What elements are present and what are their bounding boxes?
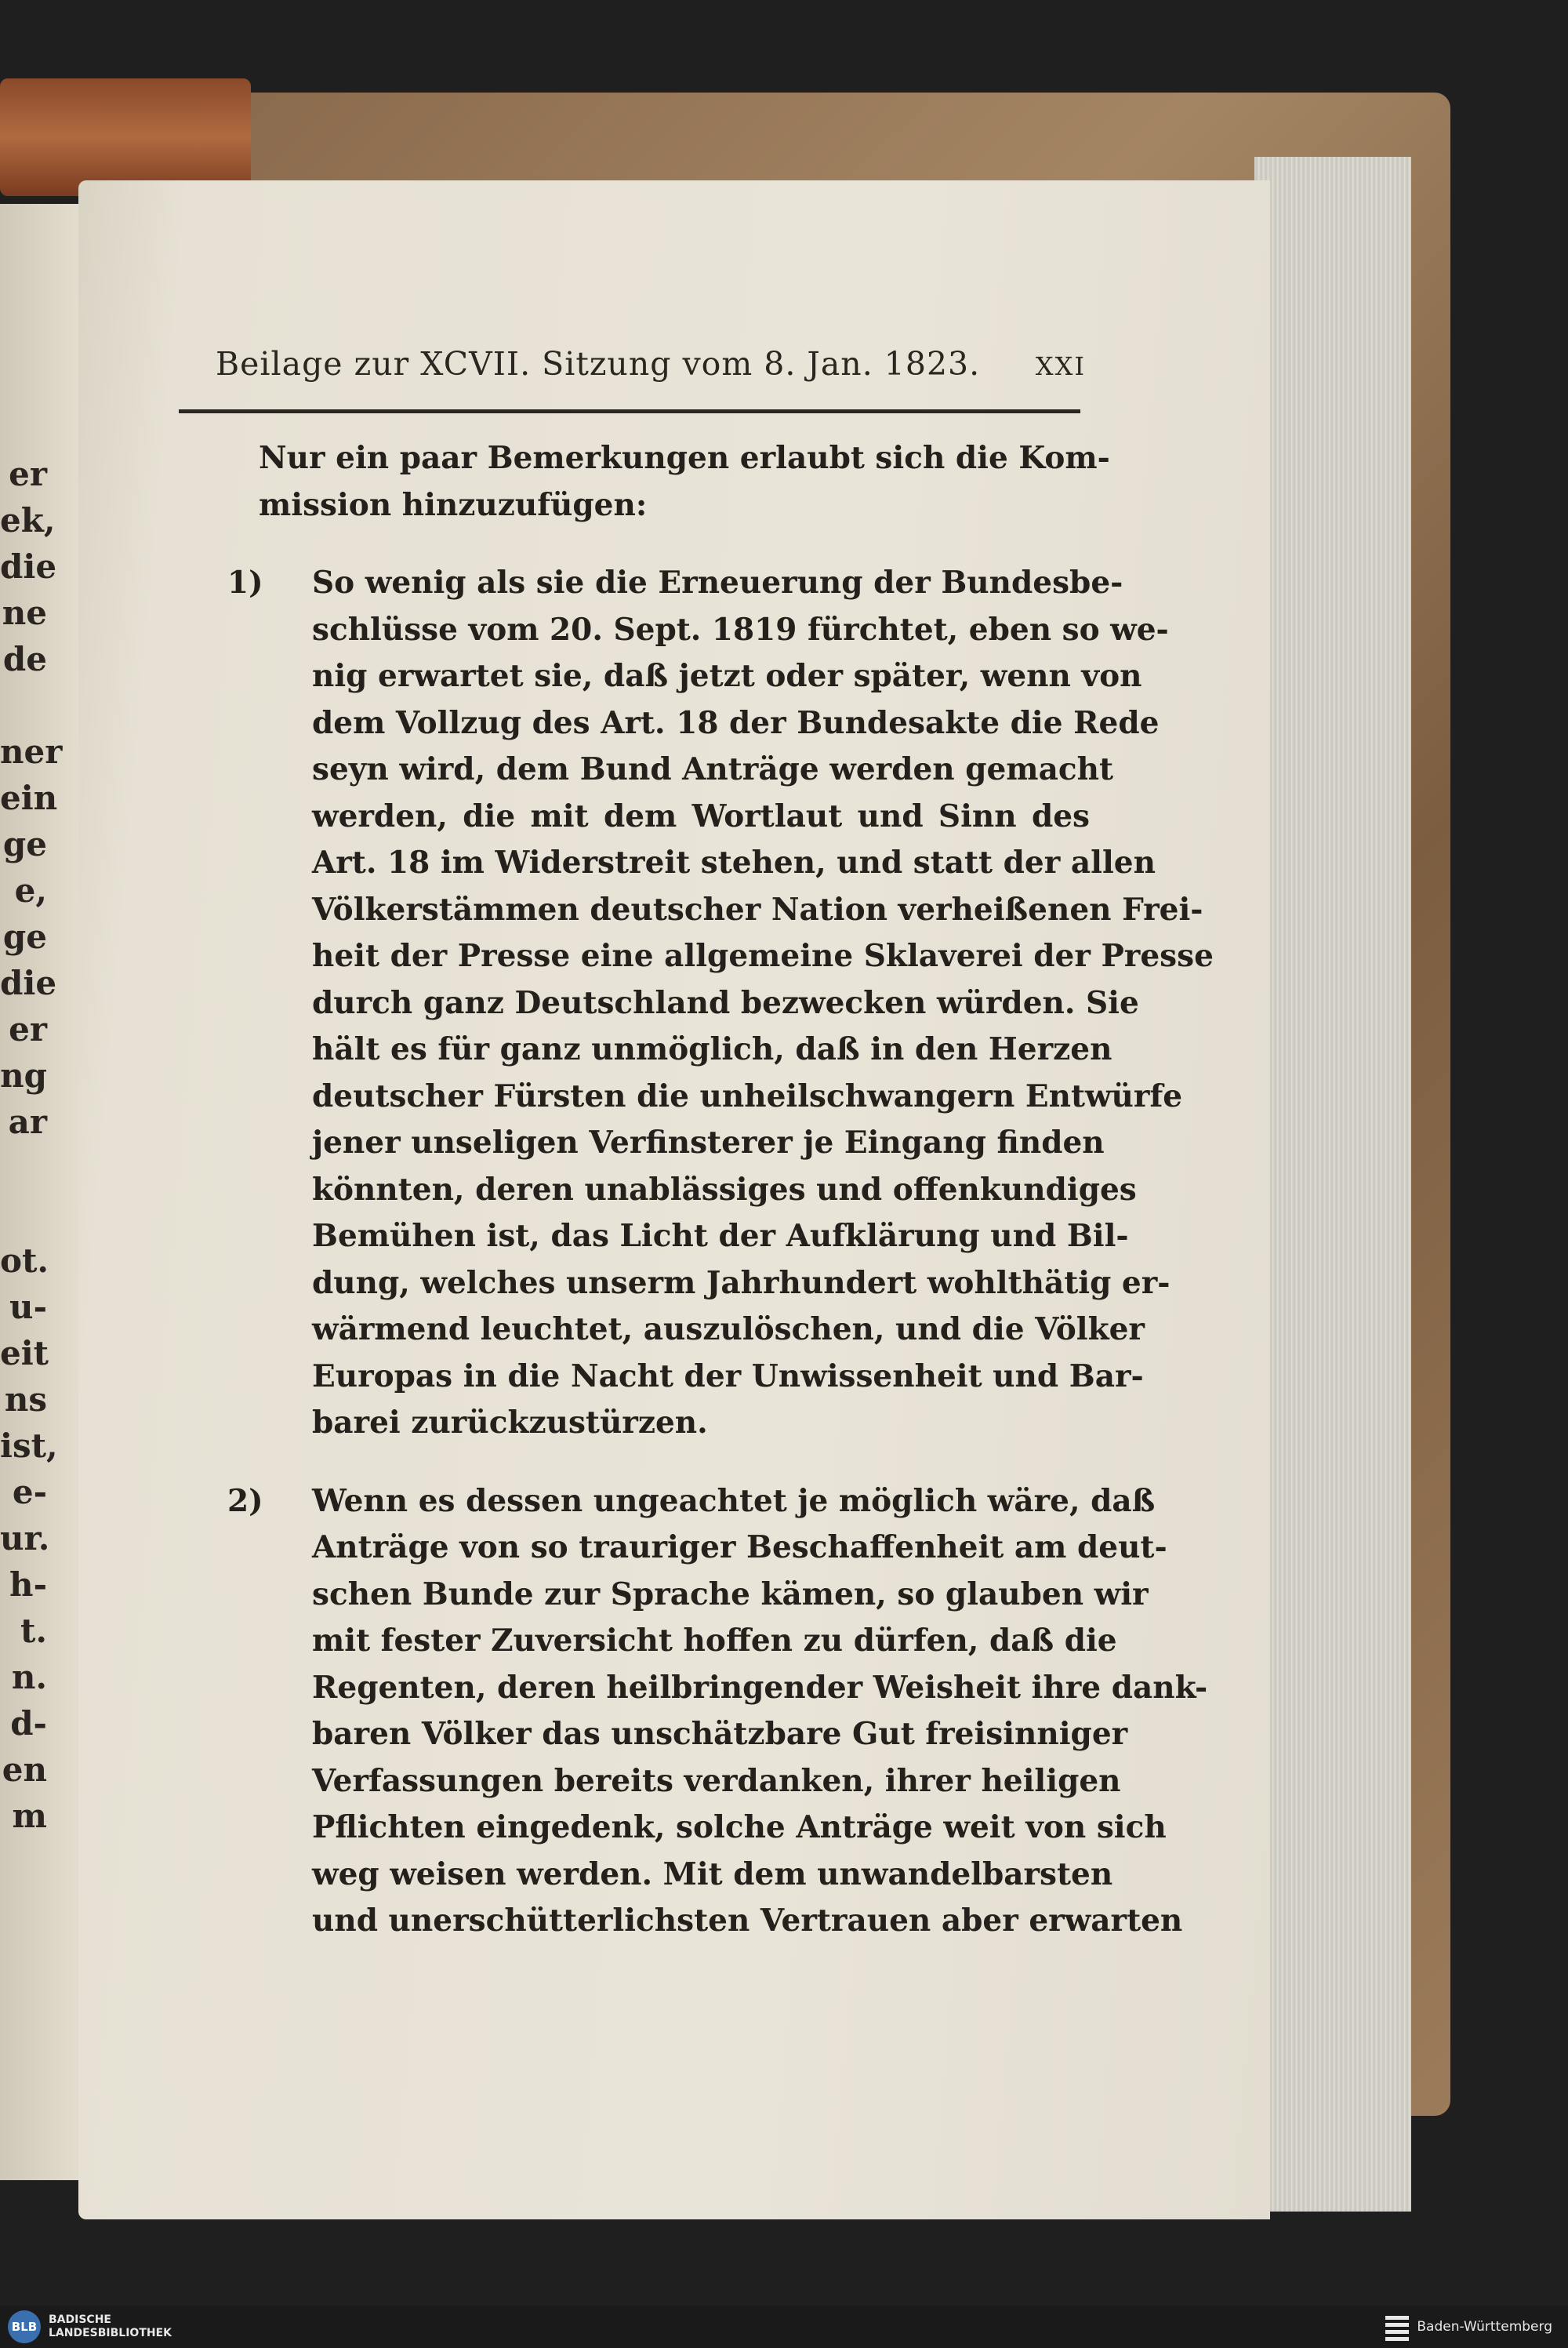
- bw-name: Baden-Württemberg: [1417, 2319, 1552, 2335]
- text-line: Wenn es dessen ungeachtet je möglich wäre, daß: [312, 1482, 1156, 1519]
- header-title: Beilage zur XCVII. Sitzung vom 8. Jan. 1823.: [216, 345, 981, 383]
- text-line: hält es für ganz unmöglich, daß in den Herzen: [312, 1031, 1112, 1067]
- left-fragment: t.: [20, 1612, 47, 1650]
- item-2: [227, 1478, 1208, 1945]
- text-line: durch ganz Deutschland bezwecken würden. Sie: [312, 984, 1139, 1021]
- page-body: [227, 435, 1214, 1945]
- left-fragment: ng: [0, 1056, 47, 1095]
- blb-name: [49, 2313, 172, 2340]
- left-fragment: eit: [0, 1334, 49, 1372]
- left-fragment: e-: [12, 1473, 47, 1511]
- text-line: Nur ein paar Bemerkungen erlaubt sich die Kom-: [259, 440, 1110, 476]
- left-page-text-fragments: [0, 451, 63, 1839]
- left-fragment: ist,: [0, 1427, 58, 1465]
- text-line: Anträge von so trauriger Beschaffenheit am deut-: [312, 1529, 1167, 1565]
- left-fragment: u-: [9, 1288, 47, 1326]
- text-line: dem Vollzug des Art. 18 der Bundesakte die Rede: [312, 704, 1160, 741]
- text-line: Verfassungen bereits verdanken, ihrer heiligen: [312, 1762, 1121, 1799]
- left-fragment: ns: [4, 1380, 47, 1419]
- left-fragment: er: [9, 455, 47, 493]
- text-line: mit fester Zuversicht hoffen zu dürfen, daß die: [312, 1623, 1117, 1659]
- item-1: [227, 560, 1214, 1447]
- text-line: dung, welches unserm Jahrhundert wohlthätig er-: [312, 1264, 1171, 1301]
- item-2-marker: 2): [227, 1482, 263, 1519]
- text-line: schen Bunde zur Sprache kämen, so glauben wir: [312, 1576, 1149, 1612]
- left-fragment: d-: [10, 1704, 47, 1743]
- text-line: baren Völker das unschätzbare Gut freisinniger: [312, 1716, 1128, 1752]
- left-fragment: die: [0, 964, 57, 1002]
- left-fragment: ek,: [0, 501, 56, 540]
- text-line: und unerschütterlichsten Vertrauen aber erwarten: [312, 1903, 1183, 1939]
- text-line: nig erwartet sie, daß jetzt oder später, wenn von: [312, 658, 1142, 694]
- left-fragment: h-: [9, 1565, 47, 1604]
- bw-branding: [1385, 2313, 1552, 2341]
- left-fragment: m: [12, 1797, 47, 1835]
- page-edges: [1254, 157, 1411, 2212]
- left-fragment: ein: [0, 779, 58, 817]
- text-line: Pflichten eingedenk, solche Anträge weit von sich: [312, 1809, 1167, 1845]
- page-number: XXI: [1035, 351, 1086, 381]
- left-fragment: n.: [11, 1658, 47, 1696]
- footer-bar: [0, 2306, 1568, 2348]
- left-fragment: e,: [14, 871, 47, 910]
- text-line: heit der Presse eine allgemeine Sklaverei der Presse: [312, 938, 1214, 974]
- bw-logo-icon: [1385, 2313, 1409, 2341]
- text-line: mission hinzuzufügen:: [259, 486, 648, 523]
- blb-name-line2: LANDESBIBLIOTHEK: [49, 2327, 172, 2339]
- left-fragment: die: [0, 547, 57, 586]
- left-fragment: er: [9, 1010, 47, 1049]
- left-fragment: ge: [2, 918, 47, 956]
- header-rule: [179, 409, 1080, 413]
- text-line: barei zurückzustürzen.: [312, 1405, 708, 1441]
- left-fragment: [0, 1191, 47, 1238]
- text-line: Art. 18 im Widerstreit stehen, und statt der allen: [312, 845, 1156, 881]
- left-fragment: ne: [2, 594, 47, 632]
- running-header: [216, 345, 1086, 383]
- text-line: So wenig als sie die Erneuerung der Bundesbe-: [312, 565, 1123, 601]
- left-fragment: [0, 682, 47, 729]
- text-line: werden, die mit dem Wortlaut und Sinn des: [312, 798, 1090, 834]
- item-1-marker: 1): [227, 565, 263, 601]
- text-line: Bemühen ist, das Licht der Aufklärung und Bil-: [312, 1218, 1129, 1254]
- left-fragment: ner: [0, 732, 63, 771]
- text-line: schlüsse vom 20. Sept. 1819 fürchtet, eben so we-: [312, 611, 1169, 648]
- text-line: jener unseligen Verfinsterer je Eingang finden: [312, 1125, 1105, 1161]
- text-line: wärmend leuchtet, auszulöschen, und die Völker: [312, 1311, 1145, 1347]
- item-2-text: [312, 1478, 1208, 1945]
- text-line: Europas in die Nacht der Unwissenheit und Bar-: [312, 1358, 1144, 1394]
- text-line: weg weisen werden. Mit dem unwandelbarsten: [312, 1856, 1113, 1892]
- text-line: Völkerstämmen deutscher Nation verheißenen Frei-: [312, 891, 1203, 928]
- book-spine-band: [0, 78, 251, 196]
- left-fragment: ur.: [0, 1519, 50, 1557]
- text-line: könnten, deren unablässiges und offenkundiges: [312, 1171, 1137, 1208]
- text-line: seyn wird, dem Bund Anträge werden gemacht: [312, 751, 1113, 787]
- left-fragment: de: [2, 640, 47, 678]
- left-fragment: ar: [8, 1103, 47, 1141]
- blb-branding: [8, 2310, 172, 2343]
- blb-name-line1: BADISCHE: [49, 2313, 111, 2326]
- blb-logo-icon: BLB: [8, 2310, 41, 2343]
- left-fragment: en: [2, 1750, 47, 1789]
- left-fragment: ge: [2, 825, 47, 863]
- text-line: Regenten, deren heilbringender Weisheit ihre dank-: [312, 1669, 1208, 1706]
- intro-paragraph: [259, 435, 1110, 529]
- item-1-text: [312, 560, 1214, 1447]
- left-fragment: ot.: [0, 1241, 49, 1280]
- left-fragment: [0, 1145, 47, 1191]
- text-line: deutscher Fürsten die unheilschwangern Entwürfe: [312, 1078, 1183, 1114]
